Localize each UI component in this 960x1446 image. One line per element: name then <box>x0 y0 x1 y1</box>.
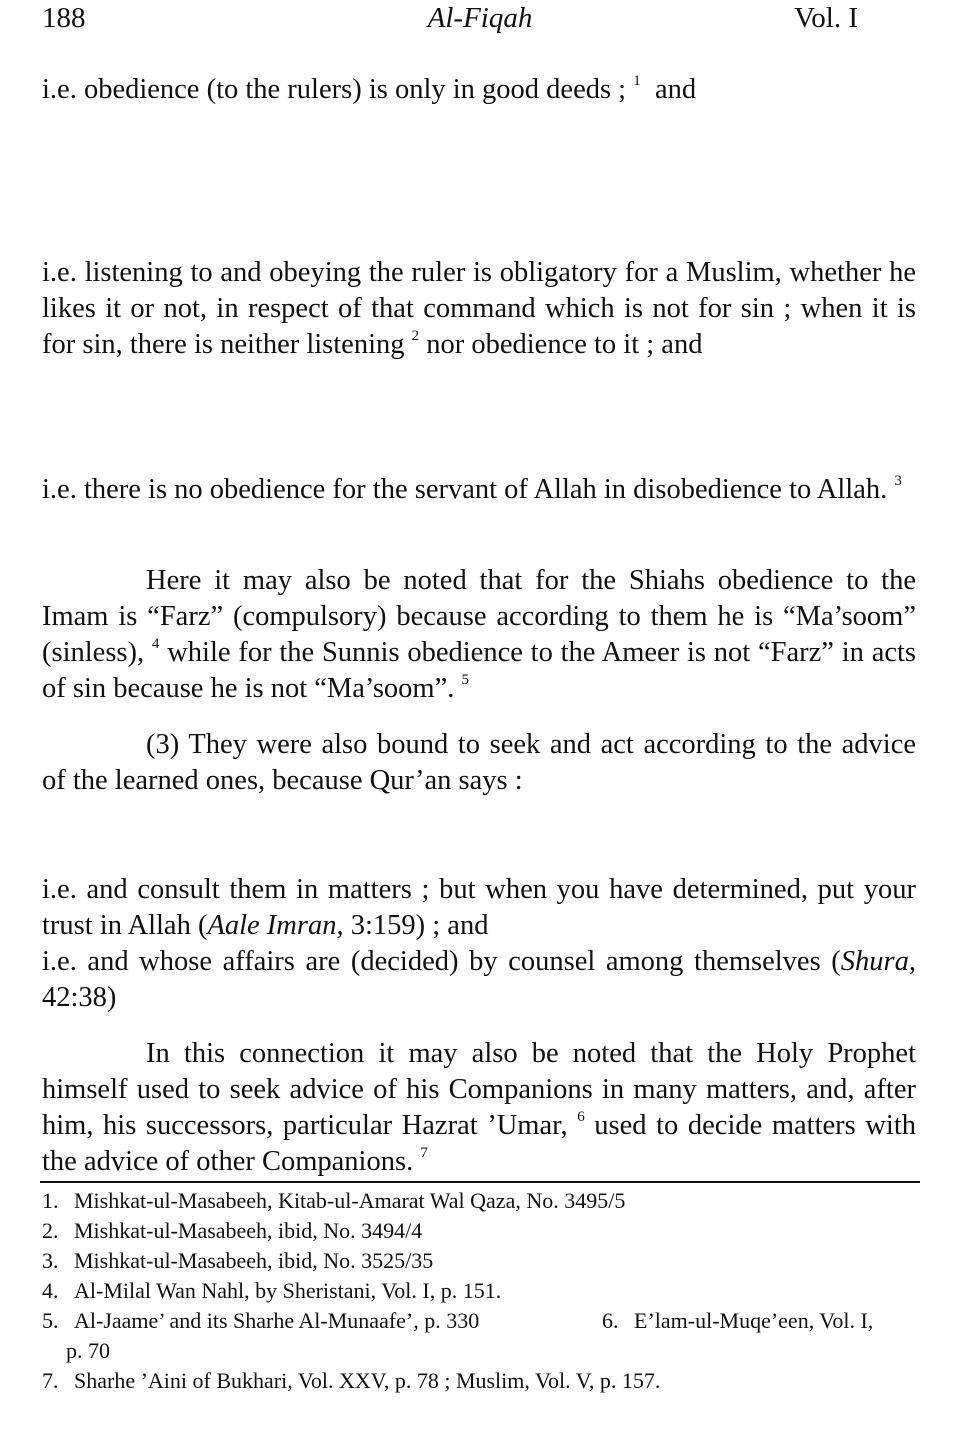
footnote-ref-7[interactable]: 7 <box>420 1145 428 1161</box>
footnote-1: 1. Mishkat-ul-Masabeeh, Kitab-ul-Amarat Wal Qaza, No. 3495/5 <box>42 1188 626 1213</box>
paragraph-obedience-good-deeds: i.e. obedience (to the rulers) is only in good deeds ; $^1$ and <box>42 73 697 105</box>
paragraph-advice-learned: (3) They were also bound to seek and act according to the advice of the learned ones, because Qur’an says : <box>42 729 916 796</box>
book-title: Al-Fiqah <box>427 2 533 34</box>
citation-aale-imran: Aale Imran, <box>207 910 344 941</box>
citation-shura: Shura, <box>840 946 916 977</box>
footnote-4: 4. Al-Milal Wan Nahl, by Sheristani, Vol. I, p. 151. <box>42 1278 502 1303</box>
footnote-6: 6. E’lam-ul-Muqe’een, Vol. I, <box>602 1308 874 1333</box>
footnote-3: 3. Mishkat-ul-Masabeeh, ibid, No. 3525/35 <box>42 1248 434 1273</box>
running-header <box>42 2 918 42</box>
page-number: 188 <box>42 2 86 34</box>
footnote-7: 7. Sharhe ’Aini of Bukhari, Vol. XXV, p. 78 ; Muslim, Vol. V, p. 157. <box>42 1368 661 1393</box>
footnote-ref-2[interactable]: 2 <box>411 328 420 344</box>
paragraph-no-obedience-in-disobedience: i.e. there is no obedience for the servant of Allah in disobedience to Allah. $^3$ <box>42 473 902 505</box>
footnote-ref-6[interactable]: 6 <box>577 1109 585 1125</box>
footnote-ref-5[interactable]: 5 <box>461 672 469 688</box>
footnote-6-continuation: p. 70 <box>66 1338 110 1363</box>
footnote-ref-1[interactable]: 1 <box>633 73 641 89</box>
footnote-divider <box>40 1181 920 1183</box>
footnote-2: 2. Mishkat-ul-Masabeeh, ibid, No. 3494/4 <box>42 1218 423 1243</box>
footnotes <box>42 1186 918 1396</box>
paragraph-listening-obeying: i.e. listening to and obeying the ruler is obligatory for a Muslim, whether he likes it or not, in respect of that command which is not for sin ; when it is for sin, there is neither listening $^2$ nor obedience to it ; and <box>42 257 916 360</box>
footnote-5-6: 5. Al-Jaame’ and its Sharhe Al-Munaafe’, p. 330 6. E’lam-ul-Muqe’een, Vol. I, <box>42 1306 918 1336</box>
footnote-ref-3[interactable]: 3 <box>894 473 902 489</box>
paragraph-holy-prophet-advice: In this connection it may also be noted that the Holy Prophet himself used to seek advice of his Companions in many matters, and, after him, his successors, particular Hazrat ’Umar, $^6$ used to decide matters with the advice of other Companions. $^7$ <box>42 1038 916 1177</box>
paragraph-consult-them: i.e. and consult them in matters ; but when you have determined, put your trust in Allah (Aale Imran, 3:159) ; and i.e. and whose affairs are (decided) by counsel among themselves (Shura, 42:38) <box>42 874 916 1013</box>
footnote-ref-4[interactable]: 4 <box>151 636 160 652</box>
paragraph-shiahs-sunnis: Here it may also be noted that for the Shiahs obedience to the Imam is “Farz” (compulsory) because according to them he is “Ma’soom” (sinless), $^4$ while for the Sunnis obedience to the Ameer is not “Farz” in acts of sin because he is not “Ma’soom”. $^5$ <box>42 565 916 704</box>
volume-label: Vol. I <box>794 2 858 34</box>
